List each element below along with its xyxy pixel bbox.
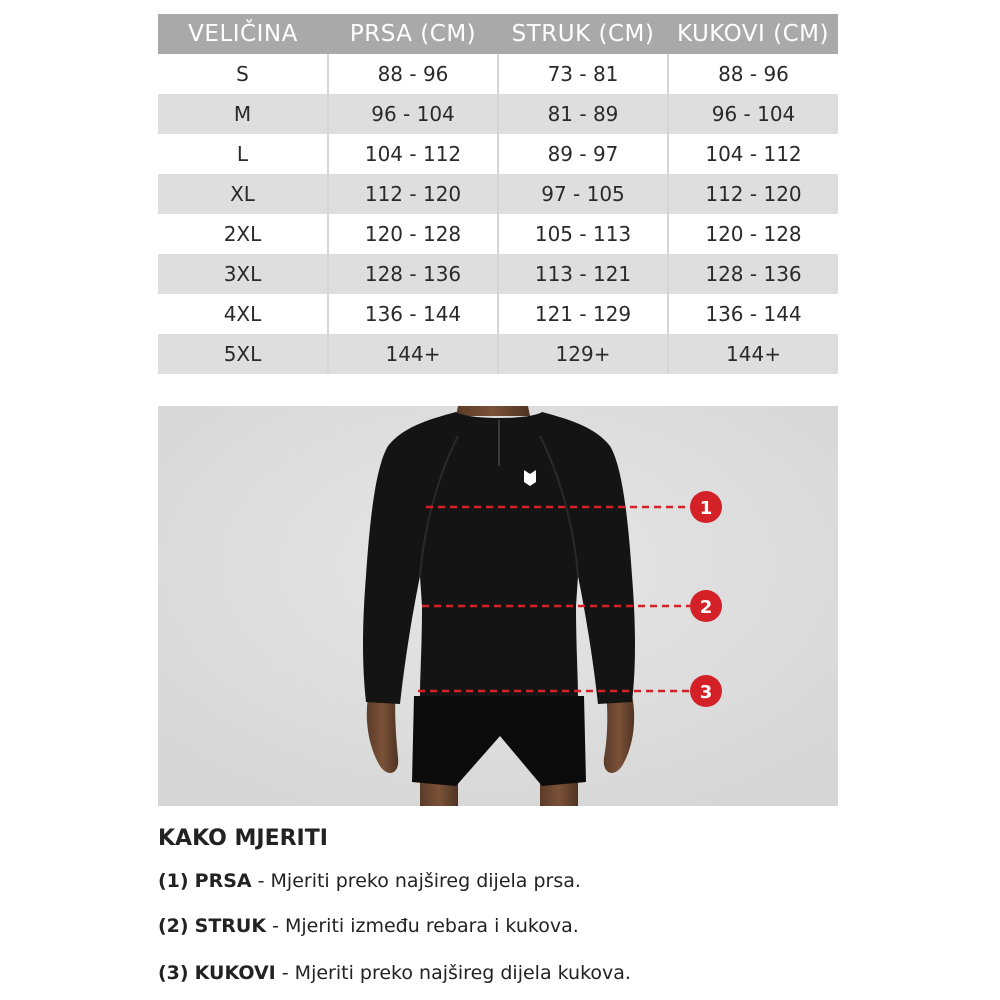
instruction-waist bbox=[158, 915, 579, 937]
instruction-number: (2) bbox=[158, 915, 189, 937]
hips-cell: 112 - 120 bbox=[668, 174, 838, 214]
marker-1: 1 bbox=[699, 498, 713, 519]
instruction-label: KUKOVI bbox=[194, 962, 276, 984]
table-row bbox=[158, 134, 838, 174]
how-to-measure-title: KAKO MJERITI bbox=[158, 826, 328, 851]
waist-cell: 97 - 105 bbox=[498, 174, 668, 214]
hips-cell: 128 - 136 bbox=[668, 254, 838, 294]
hips-cell: 96 - 104 bbox=[668, 94, 838, 134]
size-cell: M bbox=[158, 94, 328, 134]
chest-cell: 88 - 96 bbox=[328, 54, 498, 94]
table-row bbox=[158, 54, 838, 94]
table-row bbox=[158, 294, 838, 334]
instruction-number: (3) bbox=[158, 962, 189, 984]
instruction-text: - Mjeriti između rebara i kukova. bbox=[266, 915, 579, 937]
waist-cell: 121 - 129 bbox=[498, 294, 668, 334]
chest-cell: 144+ bbox=[328, 334, 498, 374]
table-row bbox=[158, 254, 838, 294]
header-waist: STRUK (CM) bbox=[498, 14, 668, 54]
size-cell: S bbox=[236, 62, 249, 86]
measurement-illustration bbox=[158, 406, 838, 806]
size-cell: XL bbox=[158, 174, 328, 214]
waist-cell: 113 - 121 bbox=[498, 254, 668, 294]
table-row bbox=[158, 94, 838, 134]
size-cell: L bbox=[236, 142, 249, 166]
size-cell: 2XL bbox=[223, 222, 262, 246]
hips-cell: 120 - 128 bbox=[668, 214, 838, 254]
chest-cell: 104 - 112 bbox=[328, 134, 498, 174]
waist-cell: 129+ bbox=[498, 334, 668, 374]
table-row bbox=[158, 334, 838, 374]
chest-cell: 120 - 128 bbox=[328, 214, 498, 254]
instruction-hips bbox=[158, 962, 631, 984]
model-figure bbox=[158, 406, 838, 806]
waist-cell: 105 - 113 bbox=[498, 214, 668, 254]
chest-cell: 96 - 104 bbox=[328, 94, 498, 134]
header-size: VELIČINA bbox=[158, 14, 328, 54]
marker-3: 3 bbox=[699, 682, 713, 703]
size-chart-table bbox=[158, 14, 838, 374]
instruction-chest bbox=[158, 870, 581, 892]
instruction-label: PRSA bbox=[194, 870, 252, 892]
header-chest: PRSA (CM) bbox=[328, 14, 498, 54]
table-header-row bbox=[158, 14, 838, 54]
size-cell: 4XL bbox=[223, 302, 262, 326]
hips-cell: 88 - 96 bbox=[668, 54, 838, 94]
chest-cell: 128 - 136 bbox=[328, 254, 498, 294]
chest-cell: 136 - 144 bbox=[328, 294, 498, 334]
instruction-text: - Mjeriti preko najšireg dijela prsa. bbox=[251, 870, 581, 892]
chest-cell: 112 - 120 bbox=[328, 174, 498, 214]
size-cell: 5XL bbox=[158, 334, 328, 374]
hips-cell: 104 - 112 bbox=[668, 134, 838, 174]
instruction-label: STRUK bbox=[194, 915, 267, 937]
waist-cell: 81 - 89 bbox=[498, 94, 668, 134]
waist-cell: 89 - 97 bbox=[498, 134, 668, 174]
table-row bbox=[158, 174, 838, 214]
instruction-number: (1) bbox=[158, 870, 189, 892]
table-row bbox=[158, 214, 838, 254]
marker-2: 2 bbox=[699, 597, 713, 618]
hips-cell: 144+ bbox=[668, 334, 838, 374]
instruction-text: - Mjeriti preko najšireg dijela kukova. bbox=[275, 962, 631, 984]
waist-cell: 73 - 81 bbox=[498, 54, 668, 94]
hips-cell: 136 - 144 bbox=[668, 294, 838, 334]
neck bbox=[456, 406, 530, 416]
header-hips: KUKOVI (CM) bbox=[668, 14, 838, 54]
size-cell: 3XL bbox=[158, 254, 328, 294]
